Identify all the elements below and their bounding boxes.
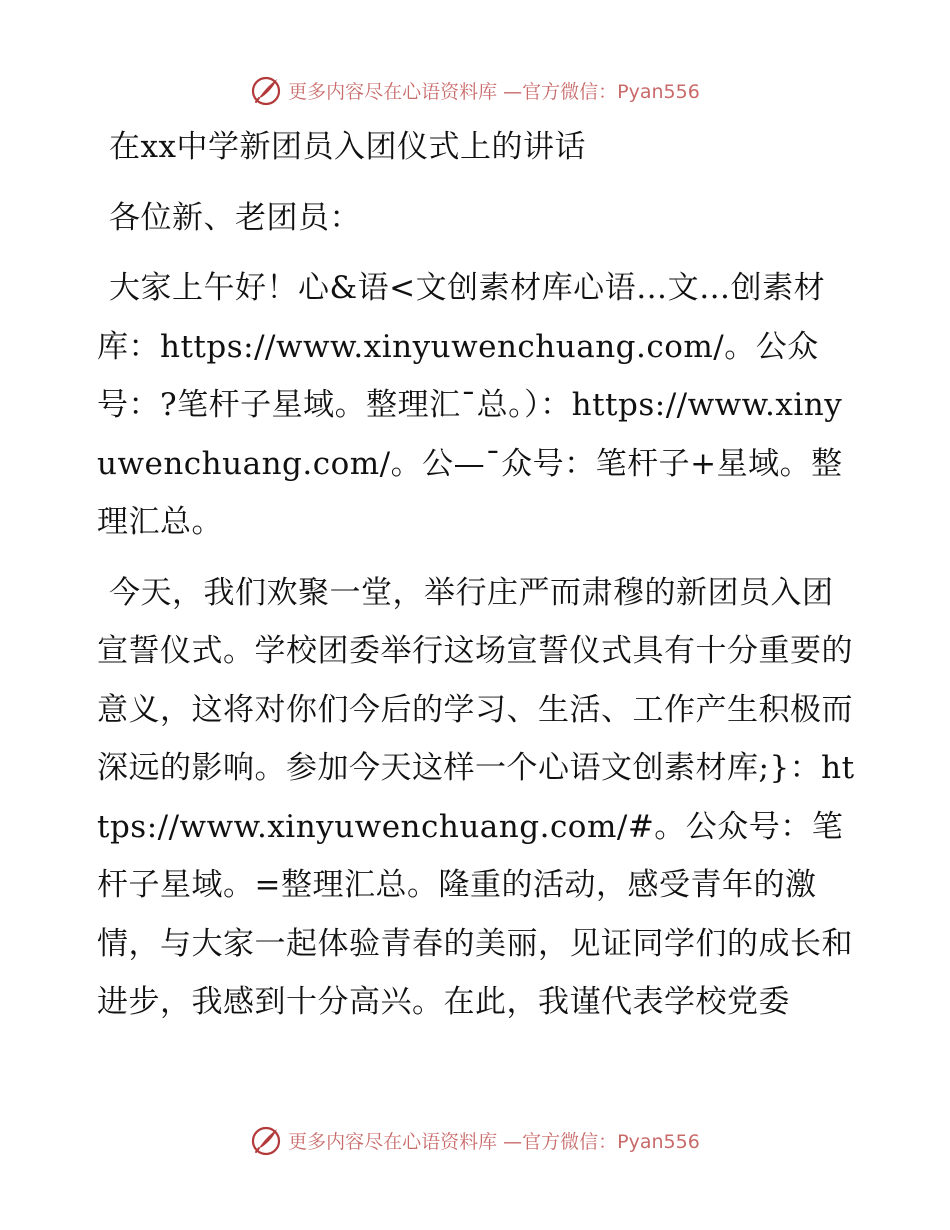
document-body [97,118,857,1032]
watermark-brand-text: 更多内容尽在心语资料库 [288,1130,498,1153]
quill-pen-logo-icon [250,1124,282,1156]
body-paragraph: 今天，我们欢聚一堂，举行庄严而肃穆的新团员入团宣誓仪式。学校团委举行这场宣誓仪式具有十分重要的意义，这将对你们今后的学习、生活、工作产生积极而深远的影响。参加今天这样一个心语文创素材库;}：https://www.xinyuwenchuang.com/#。公众号：笔杆子星域。=整理汇总。隆重的活动，感受青年的激情，与大家一起体验青春的美丽，见证同学们的成长和进步，我感到十分高兴。在此，我谨代表学校党委 [97,574,855,1020]
watermark-brand-text: 更多内容尽在心语资料库 [288,80,498,103]
salutation-paragraph: 各位新、老团员： [109,199,361,236]
document-title: 在xx中学新团员入团仪式上的讲话 [109,129,586,165]
quill-pen-logo-icon [250,74,282,106]
watermark-wechat-text: —官方微信：Pyan556 [503,80,700,103]
greeting-paragraph: 大家上午好！心&语<文创素材库心语…文…创素材库：https://www.xinyuwenchuang.com/。公众号：?笔杆子星域。整理汇¯总。）：https://www.xinyuwenchuang.com/。公—¯众号：笔杆子+星域。整理汇总。 [97,270,843,540]
footer-watermark-banner [0,1120,950,1160]
header-watermark-banner [0,70,950,110]
watermark-wechat-text: —官方微信：Pyan556 [503,1130,700,1153]
